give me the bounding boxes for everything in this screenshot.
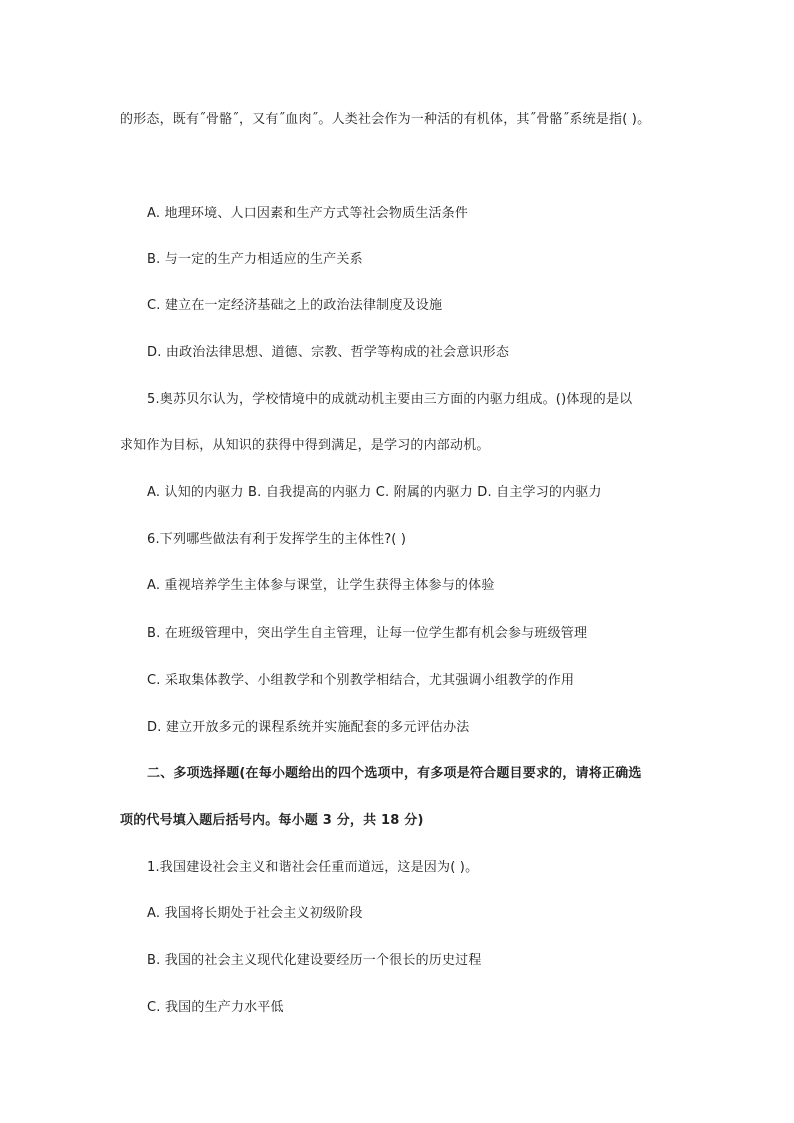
multi-question-1-stem: 1.我国建设社会主义和谐社会任重而道远，这是因为( )。 — [147, 860, 479, 875]
question-4-option-a: A. 地理环境、人口因素和生产方式等社会物质生活条件 — [147, 206, 469, 221]
question-4-option-b: B. 与一定的生产力相适应的生产关系 — [147, 252, 363, 267]
question-4-option-c: C. 建立在一定经济基础之上的政治法律制度及设施 — [147, 298, 443, 313]
section-2-heading-line2: 项的代号填入题后括号内。每小题 3 分，共 18 分) — [120, 813, 424, 828]
question-6-option-a: A. 重视培养学生主体参与课堂，让学生获得主体参与的体验 — [147, 578, 495, 593]
question-4-option-d: D. 由政治法律思想、道德、宗教、哲学等构成的社会意识形态 — [147, 345, 510, 360]
question-5-stem-line2: 求知作为目标，从知识的获得中得到满足，是学习的内部动机。 — [120, 438, 490, 453]
question-4-stem-tail: 的形态，既有˝骨骼˝，又有˝血肉˝。人类社会作为一种活的有机体，其˝骨骼˝系统是指( )。 — [120, 112, 651, 127]
multi-question-1-option-c: C. 我国的生产力水平低 — [147, 1000, 284, 1015]
question-6-option-c: C. 采取集体教学、小组教学和个别教学相结合，尤其强调小组教学的作用 — [147, 673, 575, 688]
section-2-heading-line1: 二、多项选择题(在每小题给出的四个选项中，有多项是符合题目要求的，请将正确选 — [147, 766, 642, 781]
question-6-option-b: B. 在班级管理中，突出学生自主管理，让每一位学生都有机会参与班级管理 — [147, 626, 588, 641]
question-5-stem-line1: 5.奥苏贝尔认为，学校情境中的成就动机主要由三方面的内驱力组成。()体现的是以 — [147, 392, 633, 407]
multi-question-1-option-a: A. 我国将长期处于社会主义初级阶段 — [147, 906, 363, 921]
question-5-options: A. 认知的内驱力 B. 自我提高的内驱力 C. 附属的内驱力 D. 自主学习的内驱力 — [147, 485, 602, 500]
multi-question-1-option-b: B. 我国的社会主义现代化建设要经历一个很长的历史过程 — [147, 953, 482, 968]
question-6-stem: 6.下列哪些做法有利于发挥学生的主体性?( ) — [147, 532, 407, 547]
question-6-option-d: D. 建立开放多元的课程系统并实施配套的多元评估办法 — [147, 720, 470, 735]
